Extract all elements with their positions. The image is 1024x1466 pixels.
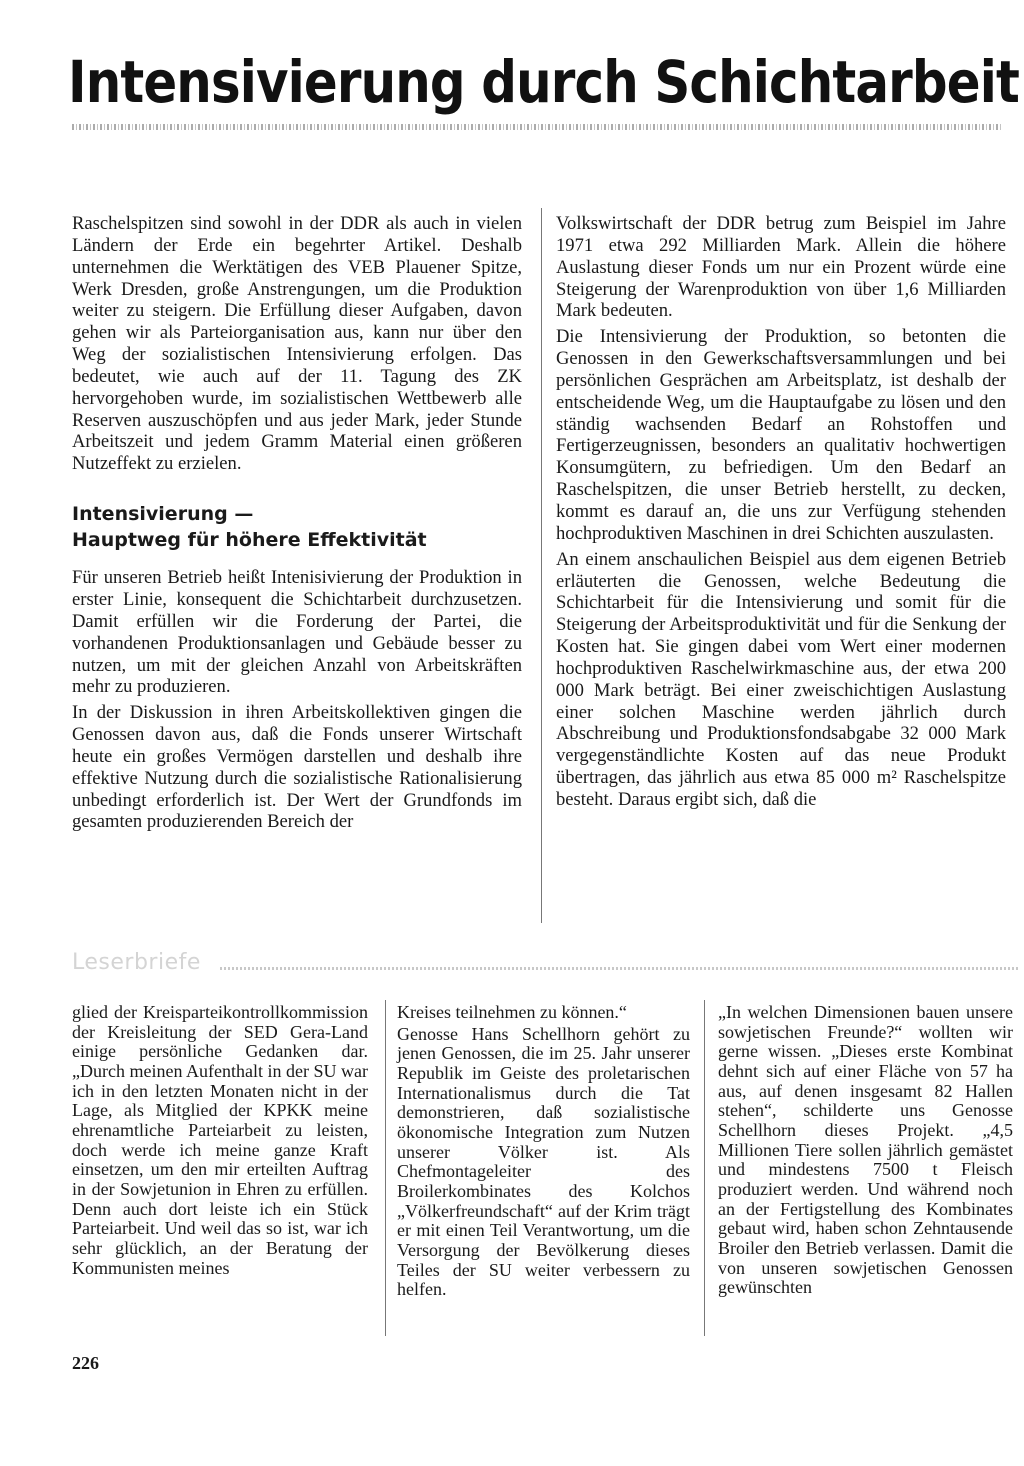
title-underline [72,124,1002,130]
body-paragraph: Für unseren Betrieb heißt Intenisivierung der Produktion in erster Linie, konsequent die Schichtarbeit durchzusetzen. Damit erfüllen wir die Forderung der Partei, die vorhandenen Produktionsanlagen und Gebäude besser zu nutzen, um mit der gleichen Anzahl von Arbeitskräften mehr zu produzieren. [72,567,522,698]
subheading-line-2: Hauptweg für höhere Effektivität [72,529,427,552]
letter-text: glied der Kreisparteikontrollkommission der Kreisleitung der SED Gera-Land einige persönliche Gedanken dar. „Durch meinen Aufenthalt in der SU war ich in den letzten Monaten nicht in der Lage, als Mitglied der KPKK meine ehrenamtliche Parteiarbeit zu leisten, doch werde ich meine ganze Kraft einsetzen, um den mir erteilten Auftrag in der Sowjetunion in Ehren zu erfüllen. Denn auch dort leiste ich ein Stück Parteiarbeit. Und weil das so ist, war ich sehr glücklich, an der Beratung der Kommunisten meines [72,1002,368,1278]
subheading [72,501,522,553]
article-column-1 [72,213,522,833]
letter-text: Kreises teilnehmen zu können.“ [397,1002,627,1022]
article-title: Intensivierung durch Schichtarbeit [68,48,1019,116]
body-paragraph: In der Diskussion in ihren Arbeitskollektiven gingen die Genossen davon aus, daß die Fonds unserer Wirtschaft heute ein großes Vermögen darstellen und deshalb ihre effektive Nutzung durch die sozialistische Rationalisierung unbedingt erforderlich ist. Der Wert der Grundfonds im gesamten produzierenden Bereich der [72,702,522,833]
letters-column-1 [72,1003,368,1278]
intro-paragraph: Raschelspitzen sind sowohl in der DDR als auch in vielen Ländern der Erde ein begehrter Artikel. Deshalb unternehmen die Werktätigen des VEB Plauener Spitze, Werk Dresden, große Anstrengungen, um die Produktion weiter zu steigern. Die Erfüllung dieser Aufgaben, davon gehen wir als Parteiorganisation aus, kann nur über den Weg der sozialistischen Intensivierung erfolgen. Das bedeutet, wie auch auf der 11. Tagung des ZK hervorgehoben wurde, im sozialistischen Wettbewerb alle Reserven auszuschöpfen und aus jeder Mark, jeder Stunde Arbeitszeit und jedem Gramm Material einen größeren Nutzeffekt zu erzielen. [72,213,522,475]
body-paragraph: Volkswirtschaft der DDR betrug zum Beispiel im Jahre 1971 etwa 292 Milliarden Mark. Allein die höhere Auslastung dieser Fonds um nur ein Prozent würde eine Steigerung der Warenproduktion von über 1,6 Milliarden Mark bedeuten. [556,213,1006,322]
body-paragraph: An einem anschaulichen Beispiel aus dem eigenen Betrieb erläuterten die Genossen, welche Bedeutung die Schichtarbeit für die Intensivierung und somit für die Steigerung der Arbeitsproduktivität und für die Senkung der Kosten hat. Sie gingen dabei vom Wert einer modernen hochproduktiven Raschelwirkmaschine aus, der etwa 200 000 Mark beträgt. Bei einer zweischichtigen Auslastung einer solchen Maschine werden jährlich durch Abschreibung und Produktionsfondsabgabe 32 000 Mark vergegenständlichte Kosten auf das neue Produkt übertragen, das jährlich aus etwa 85 000 m² Raschelspitze besteht. Daraus ergibt sich, daß die [556,548,1006,810]
letters-column-3 [718,1003,1013,1298]
column-divider [704,1000,705,1336]
subheading-line-1: Intensivierung — [72,503,254,526]
section-label-leserbriefe: Leserbriefe [72,950,201,975]
article-column-2 [556,213,1006,811]
body-paragraph: Die Intensivierung der Produktion, so betonten die Genossen in den Gewerkschaftsversammlungen und bei persönlichen Gesprächen am Arbeitsplatz, ist deshalb der entscheidende Weg, um die Hauptaufgabe zu lösen und den ständig wachsenden Bedarf an Rohstoffen und Fertigerzeugnissen, besonders an qualitativ hochwertigen Konsumgütern, zu befriedigen. Um den Bedarf an Raschelspitzen, die unser Betrieb herstellt, zu decken, kommt es darauf an, die uns zur Verfügung stehenden hochproduktiven Maschinen in drei Schichten auszulasten. [556,326,1006,544]
letter-text: Genosse Hans Schellhorn gehört zu jenen Genossen, die im 25. Jahr unserer Republik im Geiste des proletarischen Internationalismus durch die Tat demonstrieren, daß sozialistische ökonomische Integration zum Nutzen unserer Völker ist. Als Chefmontageleiter des Broilerkombinates des Kolchos „Völkerfreundschaft“ auf der Krim trägt er mit einen Teil Verantwortung, um die Versorgung der Bevölkerung dieses Teiles der SU weiter verbessern zu helfen. [397,1023,690,1300]
section-rule [220,967,1020,970]
column-divider [385,1000,386,1336]
letter-text: „In welchen Dimensionen bauen unsere sowjetischen Freunde?“ wollten wir gerne wissen. „Dieses erste Kombinat dehnt sich auf einer Fläche von 57 ha aus, auf denen insgesamt 82 Hallen stehen“, schilderte uns Genosse Schellhorn dieses Projekt. „4,5 Millionen Tiere sollen jährlich gemästet und mindestens 7500 t Fleisch produziert werden. Und während noch an der Fertigstellung des Kombinates gebaut wird, haben schon Zehntausende Broiler den Betrieb verlassen. Damit die von unseren sowjetischen Genossen gewünschten [718,1002,1013,1298]
page-number: 226 [72,1353,99,1373]
column-divider [541,208,542,923]
letters-column-2 [397,1003,690,1300]
